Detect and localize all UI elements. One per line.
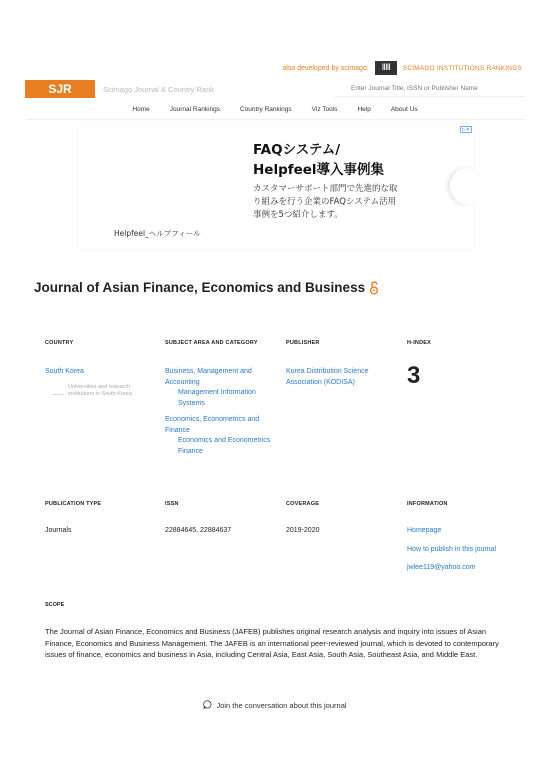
ad-next-button[interactable] <box>450 168 482 204</box>
category-mis[interactable]: Management Information Systems <box>178 389 256 407</box>
coverage-label: COVERAGE <box>286 501 320 507</box>
join-conversation-link[interactable] <box>0 700 550 711</box>
subject-area-business[interactable]: Business, Management and Accounting <box>165 368 252 386</box>
sjr-logo[interactable]: SJR <box>25 80 95 98</box>
sir-logo-icon[interactable]: IIIII <box>375 61 397 75</box>
ad-body: カスタマーサポート部門で先進的な取り組みを行う企業のFAQシステム活用事例を5つ紹介します。 <box>253 184 398 220</box>
country-link[interactable]: South Korea <box>45 368 84 375</box>
journal-title <box>34 280 379 295</box>
nav-country-rankings[interactable]: Country Rankings <box>240 106 292 113</box>
hindex-label: H-INDEX <box>407 340 432 346</box>
ad-title <box>253 140 384 180</box>
subject-column <box>165 340 280 457</box>
also-developed-text: also developed by scimago: <box>282 64 369 72</box>
homepage-link[interactable]: Homepage <box>407 527 442 534</box>
advertisement[interactable] <box>78 124 474 250</box>
nav-divider <box>25 119 525 120</box>
country-column <box>45 340 160 399</box>
category-economics[interactable]: Economics and Econometrics <box>178 437 271 444</box>
ad-title-line-1: FAQシステム/ <box>253 142 341 158</box>
how-to-publish-link[interactable]: How to publish in this journal <box>407 545 497 553</box>
nav-help[interactable]: Help <box>357 106 371 113</box>
hindex-column <box>407 340 522 390</box>
information-column <box>407 501 522 574</box>
issn-label: ISSN <box>165 501 179 507</box>
category-finance[interactable]: Finance <box>178 447 203 455</box>
pubtype-value: Journals <box>45 527 72 534</box>
journal-title-text: Journal of Asian Finance, Economics and Business <box>34 280 366 295</box>
subject-label: SUBJECT AREA AND CATEGORY <box>165 340 258 346</box>
also-developed-bar <box>282 60 522 76</box>
publisher-column <box>286 340 401 388</box>
coverage-value: 2019-2020 <box>286 527 320 534</box>
information-label: INFORMATION <box>407 501 448 507</box>
hindex-value: 3 <box>407 362 421 389</box>
search-input[interactable] <box>335 81 525 97</box>
pubtype-label: PUBLICATION TYPE <box>45 501 102 507</box>
country-institutions-link[interactable] <box>68 384 148 399</box>
country-institutions-text: Universities and research institutions in South Korea <box>68 383 132 397</box>
main-nav <box>0 104 550 116</box>
site-header <box>25 80 525 98</box>
nav-viz-tools[interactable]: Viz Tools <box>311 106 338 113</box>
scope-label: SCOPE <box>45 602 65 608</box>
scope-text: The Journal of Asian Finance, Economics and Business (JAFEB) publishes original research analysis and inquiry into issues of Asian Finance, Economics and Business Management. The JAFEB is an international peer-reviewed journal, which is devoted to contemporary issues of finance, economics and business in Asia, including Central Asia, East Asia, South Asia, Southeast Asia, and Middle East. <box>45 627 499 659</box>
publisher-link[interactable]: Korea Distribution Science Association (KODISA) <box>286 368 369 386</box>
flag-icon <box>52 394 64 395</box>
coverage-column <box>286 501 401 537</box>
comment-icon <box>203 700 212 711</box>
publisher-label: PUBLISHER <box>286 340 320 346</box>
nav-about-us[interactable]: About Us <box>390 106 418 113</box>
email-link[interactable]: jwlee119@yahoo.com <box>407 564 476 571</box>
issn-column <box>165 501 280 537</box>
pubtype-column <box>45 501 160 537</box>
ad-brand: Helpfeel_ヘルプフィール <box>114 229 201 238</box>
join-conversation-text: Join the conversation about this journal <box>216 701 347 710</box>
ad-title-line-2: Helpfeel導入事例集 <box>253 162 385 178</box>
issn-value: 22884645, 22884637 <box>165 527 232 534</box>
open-access-icon <box>369 281 379 295</box>
sir-link[interactable]: SCIMAGO INSTITUTIONS RANKINGS <box>402 64 522 72</box>
country-label: COUNTRY <box>45 340 74 346</box>
subject-area-economics[interactable]: Economics, Econometrics and Finance <box>165 416 260 434</box>
nav-home[interactable]: Home <box>132 106 150 113</box>
site-subtitle: Scimago Journal & Country Rank <box>103 84 214 94</box>
adchoices-icon[interactable]: ▷✕ <box>461 126 471 133</box>
nav-journal-rankings[interactable]: Journal Rankings <box>169 106 220 113</box>
